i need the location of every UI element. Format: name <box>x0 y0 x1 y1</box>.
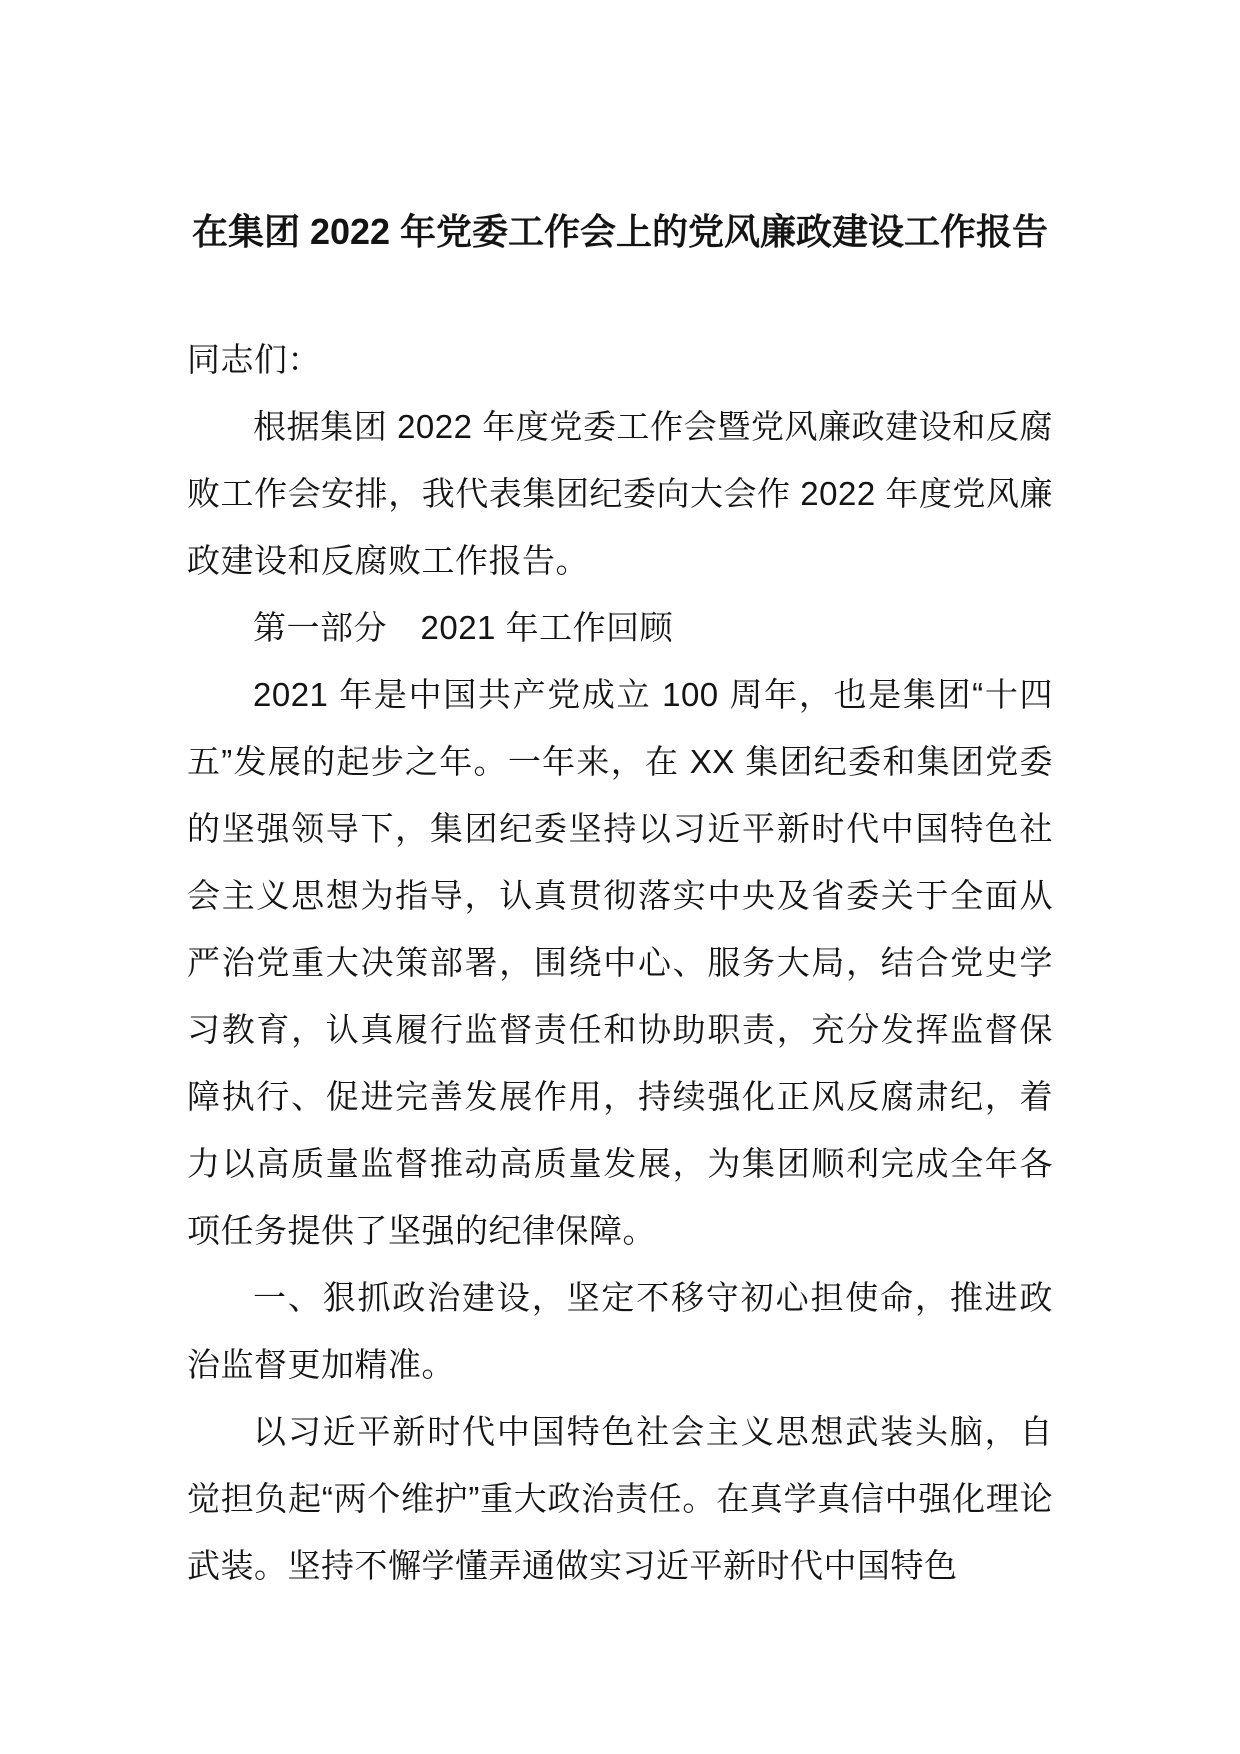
paragraph-report-intro: 根据集团 2022 年度党委工作会暨党风廉政建设和反腐败工作会安排，我代表集团纪委向大会作 2022 年度党风廉政建设和反腐败工作报告。 <box>187 408 1053 579</box>
document-title: 在集团 2022 年党委工作会上的党风廉政建设工作报告 <box>191 211 1049 252</box>
paragraph-2021-review: 2021 年是中国共产党成立 100 周年，也是集团“十四五”发展的起步之年。一年来，在 XX 集团纪委和集团党委的坚强领导下，集团纪委坚持以习近平新时代中国特色社会主义思想为指导，认真贯彻落实中央及省委关于全面从严治党重大决策部署，围绕中心、服务大局，结合党史学习教育，认真履行监督责任和协助职责，充分发挥监督保障执行、促进完善发展作用，持续强化正风反腐肃纪，着力以高质量监督推动高质量发展，为集团顺利完成全年各项任务提供了坚强的纪律保障。 <box>187 676 1053 1249</box>
paragraph-section1-body: 以习近平新时代中国特色社会主义思想武装头脑，自觉担负起“两个维护”重大政治责任。在真学真信中强化理论武装。坚持不懈学懂弄通做实习近平新时代中国特色 <box>187 1413 1053 1584</box>
paragraph-section1-heading: 一、狠抓政治建设，坚定不移守初心担使命，推进政治监督更加精准。 <box>187 1279 1053 1383</box>
paragraph-part1-heading: 第一部分 2021 年工作回顾 <box>253 609 674 646</box>
document-body <box>187 326 1053 1599</box>
paragraph-salutation: 同志们： <box>187 341 321 378</box>
